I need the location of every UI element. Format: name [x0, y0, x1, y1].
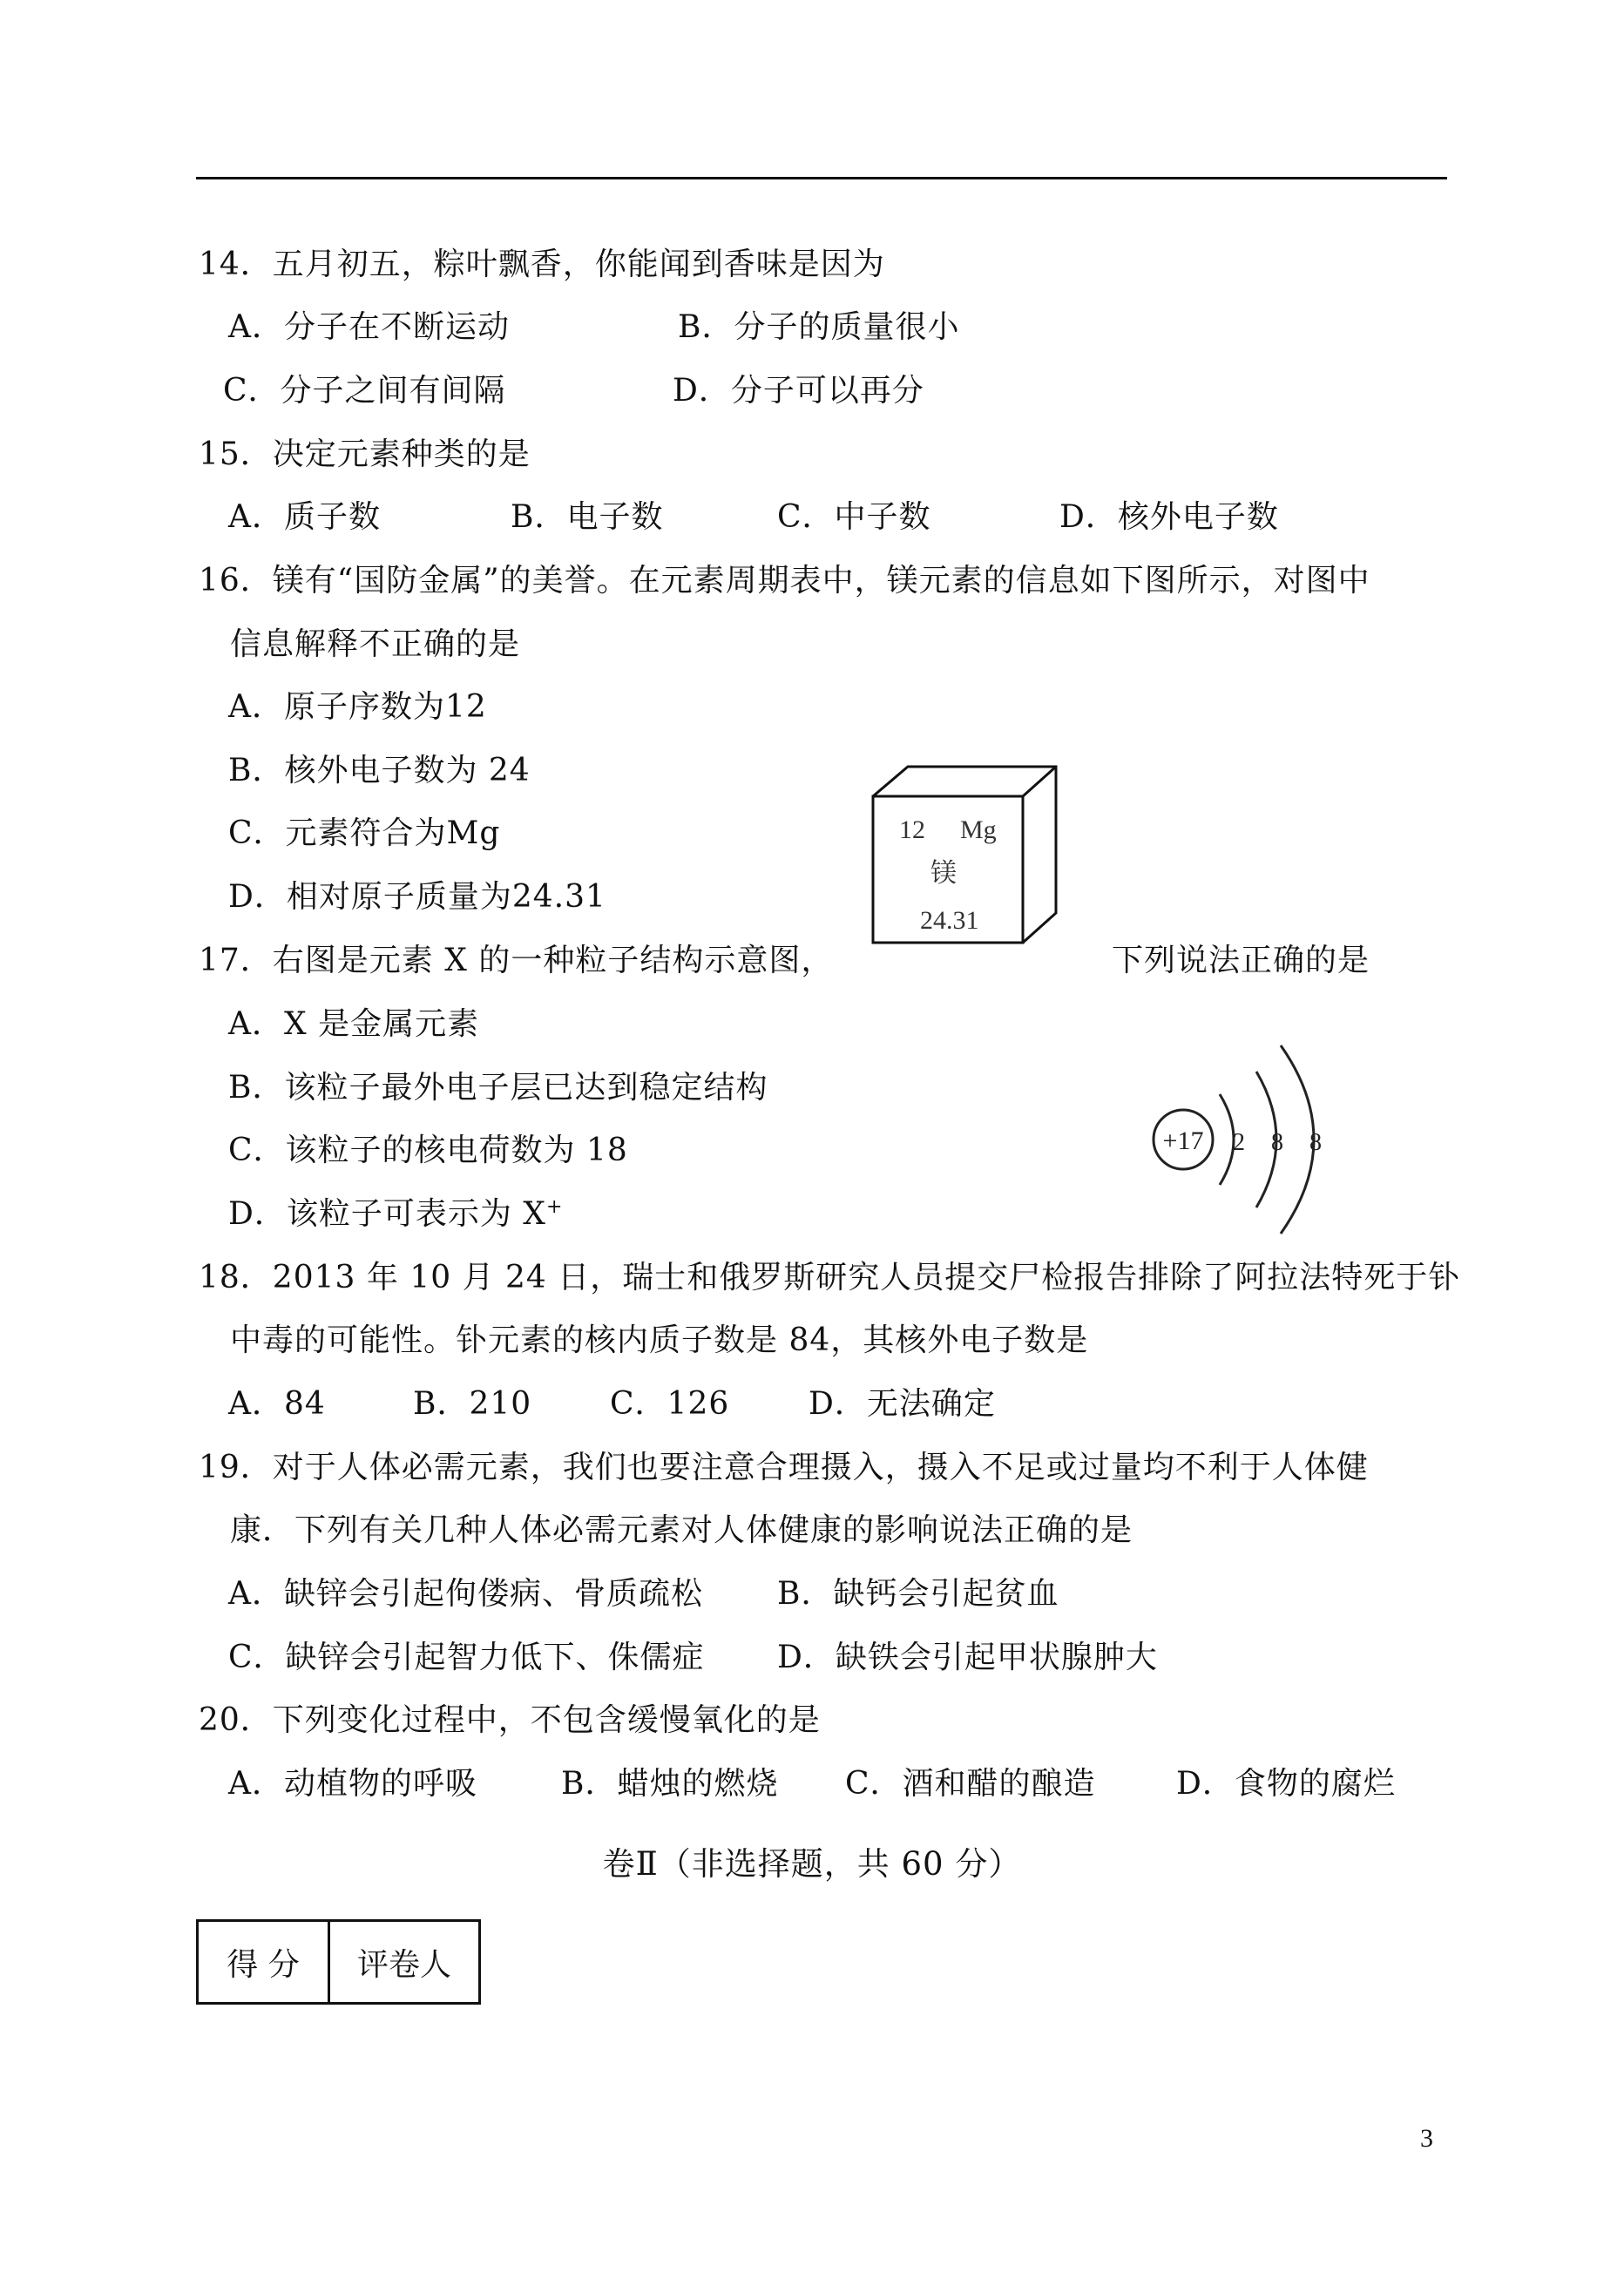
shell1-electrons: 2	[1233, 1129, 1245, 1156]
q16-stem-line2: 信息解释不正确的是	[230, 626, 521, 662]
q20-option-d: D．食物的腐烂	[1176, 1766, 1396, 1802]
page-number: 3	[1420, 2124, 1433, 2153]
q18-option-a: A．84	[228, 1386, 326, 1422]
magnesium-element-tile	[864, 763, 1061, 948]
q16-option-c: C．元素符合为Mg	[228, 815, 501, 851]
q14-option-b: B．分子的质量很小	[678, 309, 960, 345]
q17-stem-left: 17．右图是元素 X 的一种粒子结构示意图，	[199, 943, 834, 978]
q18-option-c: C．126	[610, 1386, 730, 1422]
q17-stem-right: 下列说法正确的是	[1112, 943, 1370, 978]
tile-symbol: Mg	[960, 815, 997, 844]
q19-option-c: C．缺锌会引起智力低下、侏儒症	[228, 1640, 705, 1675]
q17-option-d	[228, 1195, 563, 1234]
q18-stem-line2: 中毒的可能性。钋元素的核内质子数是 84，其核外电子数是	[230, 1322, 1089, 1358]
q19-option-d: D．缺铁会引起甲状腺肿大	[777, 1640, 1158, 1675]
q17-option-a: A．X 是金属元素	[228, 1006, 480, 1042]
tile-atomic-mass: 24.31	[920, 906, 979, 935]
nucleus-charge: +17	[1162, 1126, 1204, 1155]
particle-structure-diagram	[1150, 1037, 1342, 1246]
q14-option-d: D．分子可以再分	[673, 373, 924, 409]
q20-option-b: B．蜡烛的燃烧	[561, 1766, 779, 1802]
q20-option-c: C．酒和醋的酿造	[845, 1766, 1096, 1802]
q17-option-b: B．该粒子最外电子层已达到稳定结构	[228, 1070, 768, 1106]
shell3-electrons: 8	[1309, 1129, 1322, 1156]
q17-option-c: C．该粒子的核电荷数为 18	[228, 1133, 628, 1168]
score-table	[196, 1919, 481, 2005]
q19-option-a: A．缺锌会引起佝偻病、骨质疏松	[228, 1576, 703, 1612]
q19-option-b: B．缺钙会引起贫血	[777, 1576, 1059, 1612]
q15-option-c: C．中子数	[777, 499, 931, 535]
q15-option-b: B．电子数	[511, 499, 664, 535]
q14-option-c: C．分子之间有间隔	[223, 373, 506, 409]
shell2-electrons: 8	[1271, 1129, 1283, 1156]
q15-stem: 15．决定元素种类的是	[199, 436, 531, 472]
q17-option-d-charge: +	[545, 1196, 564, 1218]
q18-option-d: D．无法确定	[809, 1386, 996, 1422]
q14-stem: 14．五月初五，粽叶飘香，你能闻到香味是因为	[199, 247, 885, 282]
tile-atomic-number: 12	[899, 815, 925, 844]
q20-stem: 20．下列变化过程中，不包含缓慢氧化的是	[199, 1702, 821, 1738]
header-rule	[196, 177, 1447, 179]
score-label-cell: 得 分	[198, 1921, 329, 2004]
q18-option-b: B．210	[413, 1386, 532, 1422]
q18-stem-line1: 18．2013 年 10 月 24 日，瑞士和俄罗斯研究人员提交尸检报告排除了阿拉法特死于钋	[199, 1260, 1461, 1295]
q17-option-d-text: D．该粒子可表示为 X	[228, 1196, 546, 1232]
tile-element-name: 镁	[930, 859, 957, 888]
section-title: 卷Ⅱ（非选择题，共 60 分）	[602, 1845, 1022, 1883]
q16-option-b: B．核外电子数为 24	[228, 753, 531, 788]
q16-stem-line1: 16．镁有“国防金属”的美誉。在元素周期表中，镁元素的信息如下图所示，对图中	[199, 563, 1370, 599]
q19-stem-line1: 19．对于人体必需元素，我们也要注意合理摄入，摄入不足或过量均不利于人体健	[199, 1450, 1369, 1485]
q15-option-a: A．质子数	[228, 499, 381, 535]
q14-option-a: A．分子在不断运动	[228, 309, 510, 345]
q15-option-d: D．核外电子数	[1059, 499, 1279, 535]
grader-label-cell: 评卷人	[329, 1921, 480, 2004]
q16-option-d: D．相对原子质量为24.31	[228, 879, 606, 915]
q20-option-a: A．动植物的呼吸	[228, 1766, 477, 1802]
q19-stem-line2: 康．下列有关几种人体必需元素对人体健康的影响说法正确的是	[230, 1512, 1133, 1548]
q16-option-a: A．原子序数为12	[228, 689, 487, 725]
